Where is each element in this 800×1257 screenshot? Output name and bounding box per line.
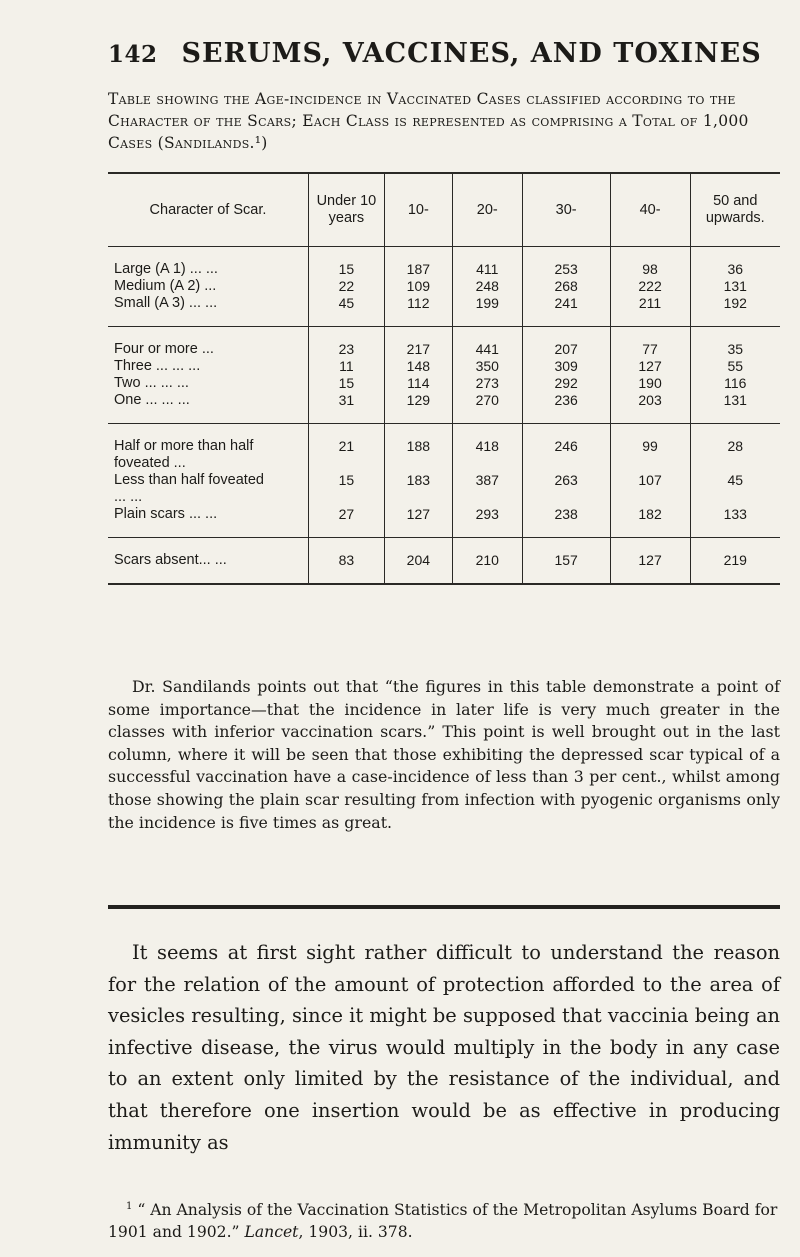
table-cell: 127 [406, 506, 431, 522]
table-cell: 129 [406, 392, 431, 408]
footnote-citation: , 1903, ii. 378. [298, 1223, 413, 1242]
table-cell: 182 [638, 506, 662, 522]
table-cell: 236 [554, 392, 578, 408]
table-cell: 241 [554, 295, 578, 311]
cell-column [522, 327, 610, 424]
table-commentary [108, 676, 780, 834]
table-cell: 107 [638, 472, 662, 488]
table-cell: 188 [406, 438, 431, 454]
table-cell: 211 [638, 295, 662, 311]
table-cell: 411 [476, 261, 499, 277]
table-cell: 112 [407, 295, 430, 311]
table-cell: 187 [406, 261, 431, 277]
table-cell: 199 [475, 295, 499, 311]
table-cell: 418 [475, 438, 499, 454]
table-cell: 11 [339, 358, 354, 374]
table-cell: 15 [338, 261, 355, 277]
footnote-text: “ An Analysis of the Vaccination Statistics of the Metropolitan Asylums Board for 1901 and 1902.” [108, 1201, 778, 1242]
cell-column [384, 247, 452, 327]
table-cell: 15 [338, 472, 355, 488]
cell-column [610, 327, 690, 424]
cell-column [690, 424, 780, 538]
row-label: One ... ... ... [114, 392, 190, 408]
table-cell: 127 [638, 552, 662, 568]
page-header [108, 38, 768, 69]
row-label: Half or more than half foveated ... [114, 438, 254, 471]
cell-column [690, 327, 780, 424]
table-cell: 248 [475, 278, 499, 294]
column-header: 10- [384, 174, 452, 247]
table-cell: 45 [727, 472, 744, 488]
table-cell: 99 [642, 438, 658, 454]
table-cell: 210 [475, 552, 499, 568]
body-paragraph: It seems at first sight rather difficult to understand the reason for the relation of the amount of protection afforded to the area of vesicles resulting, since it might be supposed that vaccinia being an infective disease, the virus would multiply in the body in any case to an extent only limited by the resistance of the individual, and that therefore one insertion would be as effective in producing immunity as [108, 941, 780, 1154]
table-cell: 131 [723, 278, 747, 294]
running-title: SERUMS, VACCINES, AND TOXINES [181, 38, 762, 69]
row-label: Large (A 1) ... ... [114, 261, 218, 277]
table-cell: 116 [724, 375, 747, 391]
cell-column [452, 327, 522, 424]
table-cell: 293 [475, 506, 499, 522]
table-bottom-rule [108, 583, 780, 585]
table-row-group [108, 538, 780, 584]
table-cell: 133 [723, 506, 747, 522]
table-cell: 253 [554, 261, 578, 277]
table-row-group [108, 424, 780, 538]
footnote-source: Lancet [244, 1223, 299, 1242]
table-cell: 31 [338, 392, 355, 408]
table-cell: 131 [723, 392, 747, 408]
table-cell: 22 [338, 278, 355, 294]
table-cell: 27 [338, 506, 355, 522]
table-header-row [108, 174, 780, 247]
table-cell [384, 538, 452, 584]
row-label: Scars absent... ... [114, 552, 227, 568]
footnote-marker: 1 [126, 1201, 133, 1212]
table-cell: 15 [338, 375, 355, 391]
table-cell [690, 538, 780, 584]
table-cell: 222 [638, 278, 662, 294]
column-header: 40- [610, 174, 690, 247]
table-caption: Table showing the Age-incidence in Vaccinated Cases classified according to the Character of the Scars; Each Class is represented as comprising a Total of 1,000 Cases (Sandilands.¹) [108, 90, 749, 152]
cell-column [384, 327, 452, 424]
table-cell: 35 [727, 341, 744, 357]
table-cell: 292 [554, 375, 578, 391]
cell-column [452, 424, 522, 538]
table-cell: 190 [638, 375, 662, 391]
table-cell: 246 [554, 438, 578, 454]
cell-column [308, 424, 384, 538]
table-cell: 387 [475, 472, 499, 488]
table-cell [308, 538, 384, 584]
cell-column [308, 247, 384, 327]
table-cell [610, 538, 690, 584]
table-cell: 114 [407, 375, 430, 391]
scar-labels [108, 538, 308, 584]
row-label: Medium (A 2) ... [114, 278, 217, 294]
table-cell: 127 [638, 358, 662, 374]
cell-column [690, 247, 780, 327]
table-cell [452, 538, 522, 584]
scar-labels [108, 247, 308, 327]
table-cell: 109 [406, 278, 431, 294]
cell-column [610, 247, 690, 327]
age-incidence-table [108, 172, 780, 585]
table-cell: 77 [642, 341, 658, 357]
column-header: Character of Scar. [108, 174, 308, 247]
table-cell: 238 [554, 506, 578, 522]
cell-column [522, 424, 610, 538]
column-header: 30- [522, 174, 610, 247]
row-label: Less than half foveated ... ... [114, 472, 264, 505]
table-row-group [108, 247, 780, 327]
row-label: Four or more ... [114, 341, 214, 357]
section-divider [108, 905, 780, 909]
table-cell: 204 [406, 552, 431, 568]
row-label: Three ... ... ... [114, 358, 201, 374]
table-cell: 45 [338, 295, 355, 311]
table-cell: 36 [727, 261, 744, 277]
table-cell: 350 [475, 358, 499, 374]
footnote [108, 1196, 780, 1243]
table-cell: 157 [554, 552, 578, 568]
scar-labels [108, 424, 308, 538]
table-cell: 28 [727, 438, 744, 454]
table-cell: 183 [406, 472, 431, 488]
cell-column [452, 247, 522, 327]
table-cell: 273 [475, 375, 499, 391]
row-label: Two ... ... ... [114, 375, 189, 391]
table-cell: 23 [338, 341, 355, 357]
table-cell: 192 [723, 295, 747, 311]
body-text [108, 937, 780, 1158]
table-cell: 203 [638, 392, 662, 408]
table-cell: 55 [727, 358, 744, 374]
table-cell: 263 [554, 472, 578, 488]
column-header: 50 and upwards. [690, 174, 780, 247]
row-label: Small (A 3) ... ... [114, 295, 218, 311]
page-number: 142 [108, 41, 158, 68]
table-cell: 309 [554, 358, 578, 374]
table-cell: 268 [554, 278, 578, 294]
table-row-group [108, 327, 780, 424]
column-header: Under 10 years [308, 174, 384, 247]
commentary-paragraph: Dr. Sandilands points out that “the figures in this table demonstrate a point of some importance—that the incidence in later life is very much greater in the classes with inferior vaccination scars.” This point is well brought out in the last column, where it will be seen that those exhibiting the depressed scar typical of a successful vaccination have a case-incidence of less than 3 per cent., whilst among those showing the plain scar resulting from infection with pyogenic organisms only the incidence is five times as great. [108, 677, 780, 832]
table-cell [522, 538, 610, 584]
table-cell: 441 [475, 341, 499, 357]
column-header: 20- [452, 174, 522, 247]
cell-column [522, 247, 610, 327]
table-cell: 148 [406, 358, 431, 374]
cell-column [610, 424, 690, 538]
row-label: Plain scars ... ... [114, 506, 218, 522]
table-cell: 270 [475, 392, 499, 408]
cell-column [308, 327, 384, 424]
cell-column [384, 424, 452, 538]
table-cell: 21 [338, 438, 355, 454]
table-cell: 98 [642, 261, 658, 277]
table-cell: 83 [338, 552, 355, 568]
footnote-paragraph [108, 1196, 780, 1243]
table-cell: 217 [406, 341, 431, 357]
table-cell: 219 [723, 552, 747, 568]
table-cell: 207 [554, 341, 578, 357]
scar-labels [108, 327, 308, 424]
